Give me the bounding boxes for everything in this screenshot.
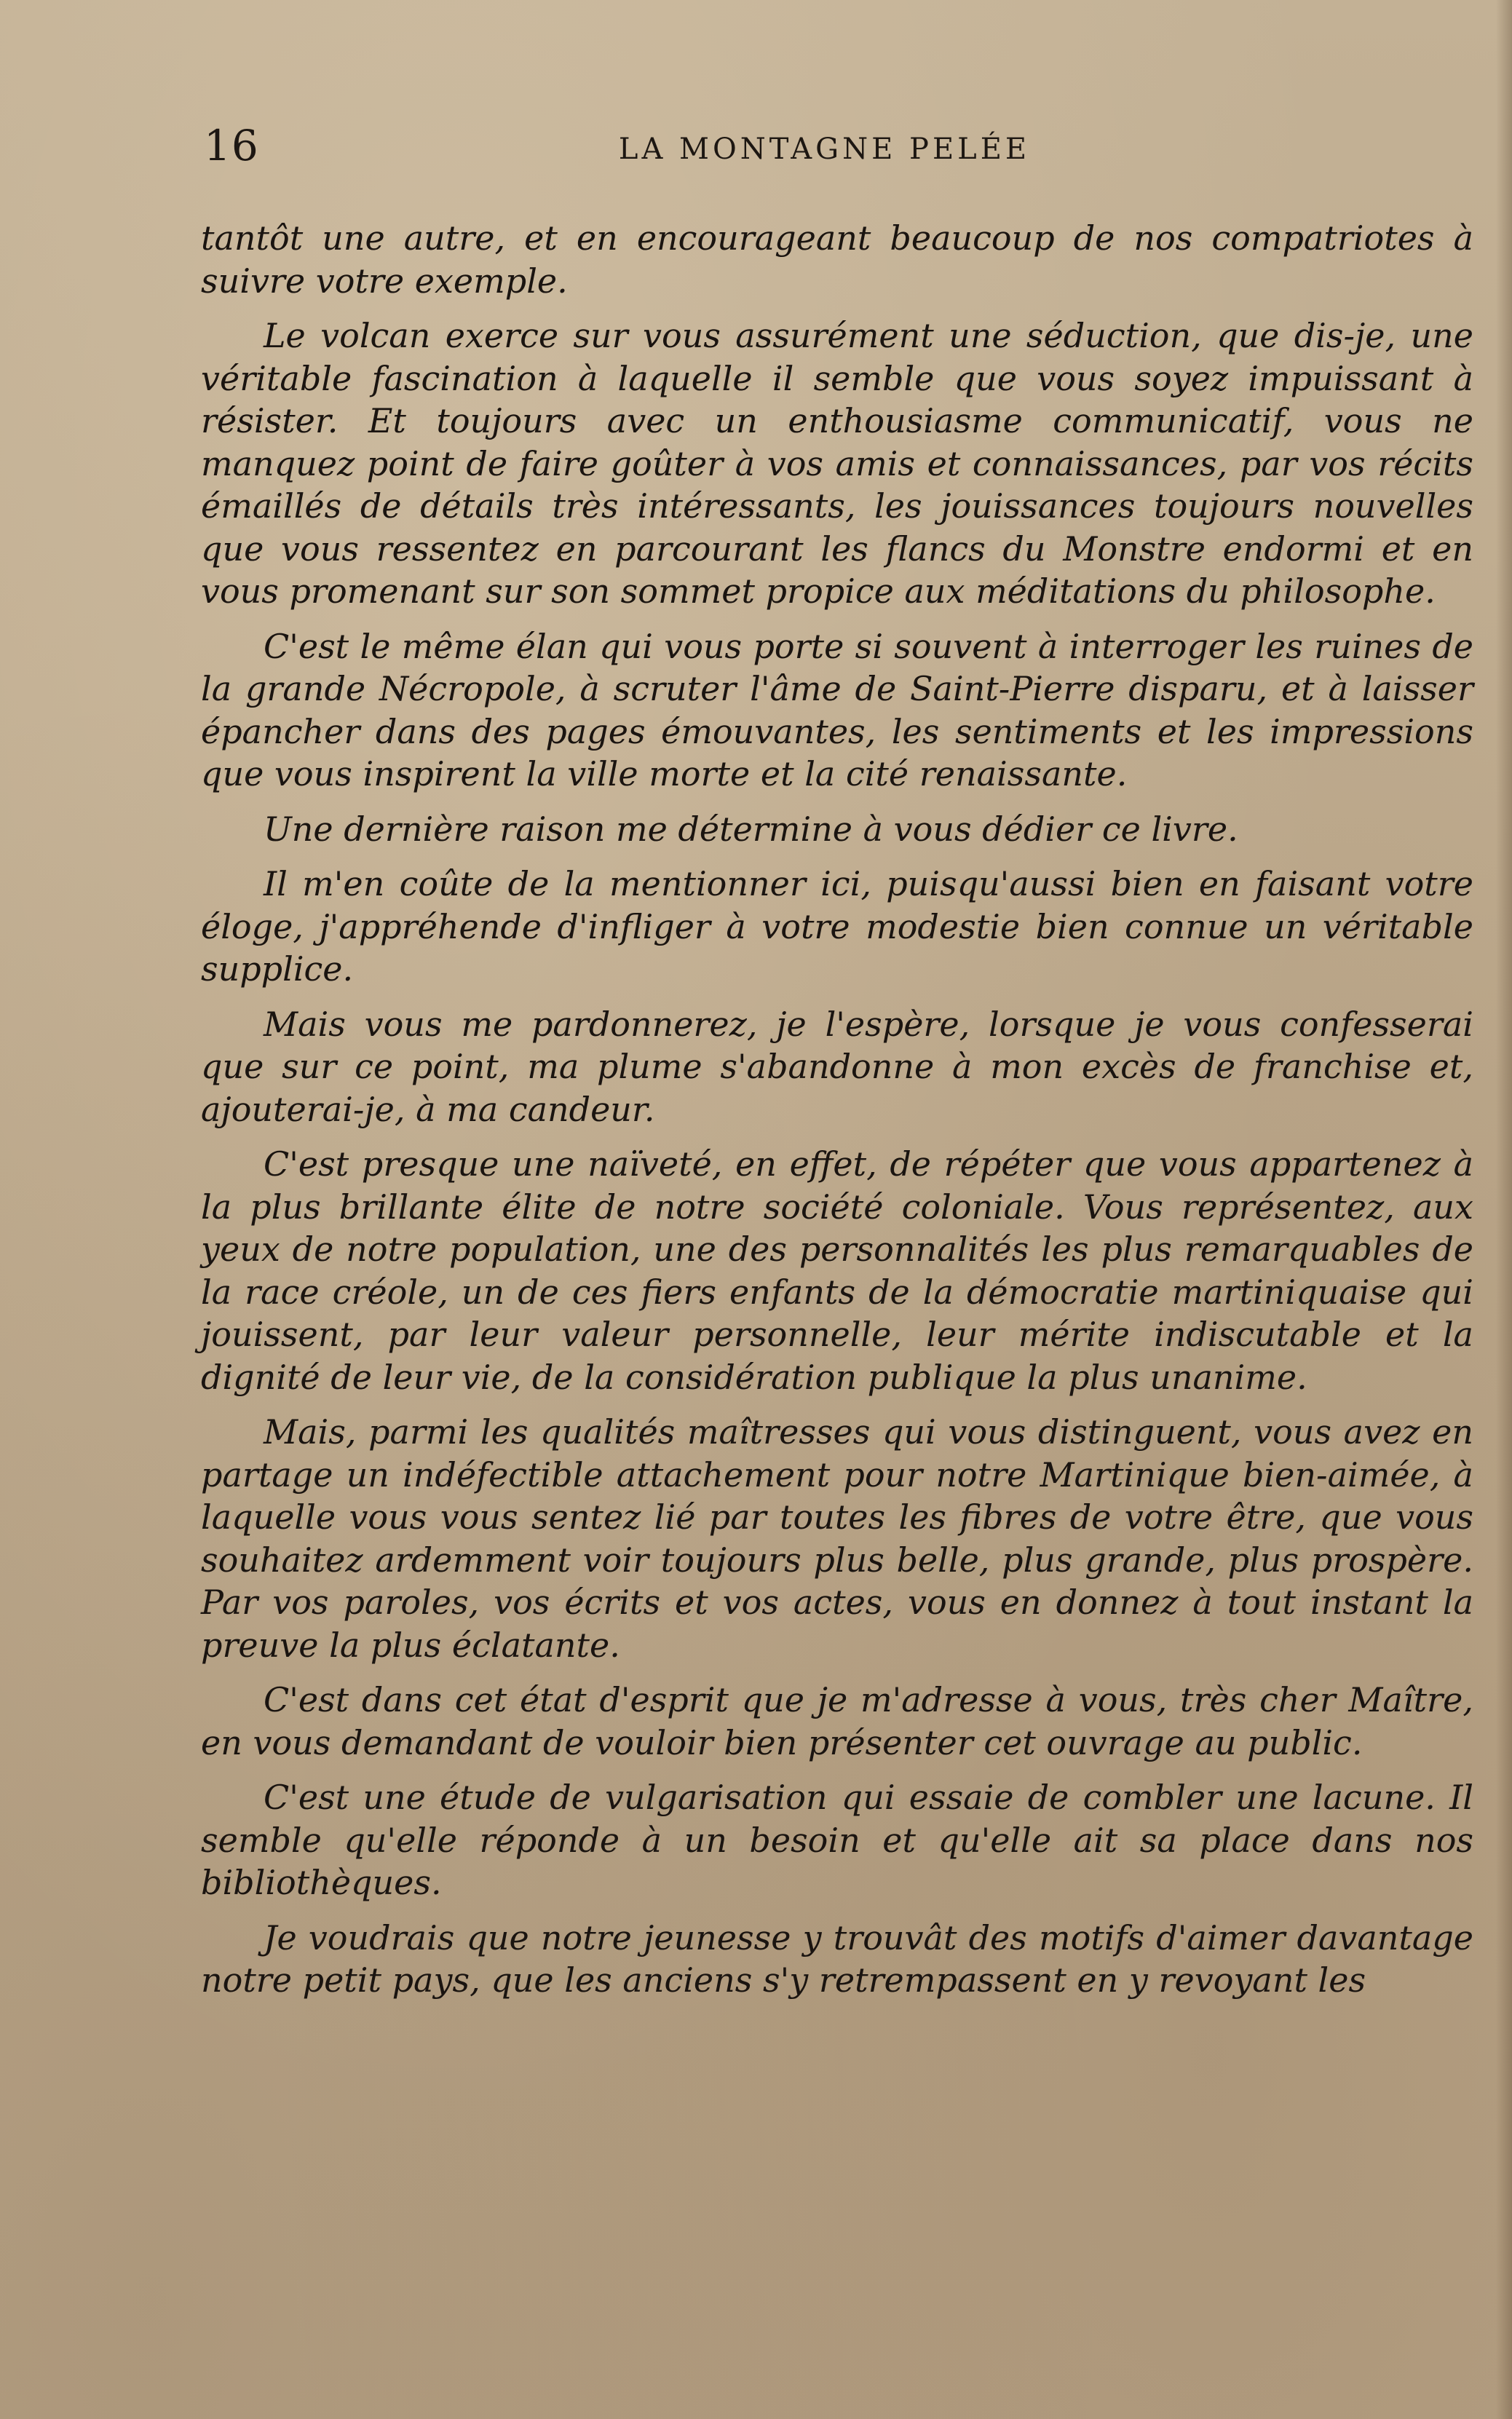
paragraph: Mais vous me pardonnerez, je l'espère, lorsque je vous confesserai que sur ce point, ma plume s'abandonne à mon excès de franchise et, ajouterai-je, à ma candeur. xyxy=(201,1004,1473,1129)
paragraph: Mais, parmi les qualités maîtresses qui vous distinguent, vous avez en partage un indéfectible attachement pour notre Martinique bien-aimée, à laquelle vous vous sentez lié par toutes les fibres de votre être, que vous souhaitez ardemment voir toujours plus belle, plus grande, plus prospère. Par vos paroles, vos écrits et vos actes, vous en donnez à tout instant la preuve la plus éclatante. xyxy=(201,1412,1473,1665)
paragraph: C'est le même élan qui vous porte si souvent à interroger les ruines de la grande Nécropole, à scruter l'âme de Saint-Pierre disparu, et à laisser épancher dans des pages émouvantes, les sentiments et les impressions que vous inspirent la ville morte et la cité renaissante. xyxy=(201,626,1473,793)
page-header xyxy=(197,116,1452,182)
paragraph: tantôt une autre, et en encourageant beaucoup de nos compatriotes à suivre votre exemple. xyxy=(201,218,1473,301)
paragraph: Le volcan exerce sur vous assurément une séduction, que dis-je, une véritable fascination à laquelle il semble que vous soyez impuissant à résister. Et toujours avec un enthousiasme communicatif, vous ne manquez point de faire goûter à vos amis et connaissances, par vos récits émaillés de détails très intéressants, les jouissances toujours nouvelles que vous ressentez en parcourant les flancs du Monstre endormi et en vous promenant sur son sommet propice aux méditations du philosophe. xyxy=(201,316,1473,611)
paragraph: Une dernière raison me détermine à vous dédier ce livre. xyxy=(264,809,1238,849)
running-title: LA MONTAGNE PELÉE xyxy=(618,132,1031,166)
paragraph: Je voudrais que notre jeunesse y trouvât des motifs d'aimer davantage notre petit pays, que les anciens s'y retrempassent en y revoyant les xyxy=(201,1917,1473,2000)
paragraph: C'est une étude de vulgarisation qui essaie de combler une lacune. Il semble qu'elle réponde à un besoin et qu'elle ait sa place dans nos bibliothèques. xyxy=(201,1778,1473,1902)
page-number: 16 xyxy=(204,121,259,170)
paragraph: C'est dans cet état d'esprit que je m'adresse à vous, très cher Maître, en vous demandant de vouloir bien présenter cet ouvrage au public. xyxy=(201,1680,1473,1762)
paragraph: C'est presque une naïveté, en effet, de répéter que vous appartenez à la plus brillante élite de notre société coloniale. Vous représentez, aux yeux de notre population, une des personnalités les plus remarquables de la race créole, un de ces fiers enfants de la démocratie martiniquaise qui jouissent, par leur valeur personnelle, leur mérite indiscutable et la dignité de leur vie, de la considération publique la plus unanime. xyxy=(201,1144,1473,1397)
paragraph: Il m'en coûte de la mentionner ici, puisqu'aussi bien en faisant votre éloge, j'appréhende d'infliger à votre modestie bien connue un véritable supplice. xyxy=(201,864,1473,989)
page-edge-shadow xyxy=(1496,0,1512,2419)
body-text xyxy=(201,217,1473,2014)
